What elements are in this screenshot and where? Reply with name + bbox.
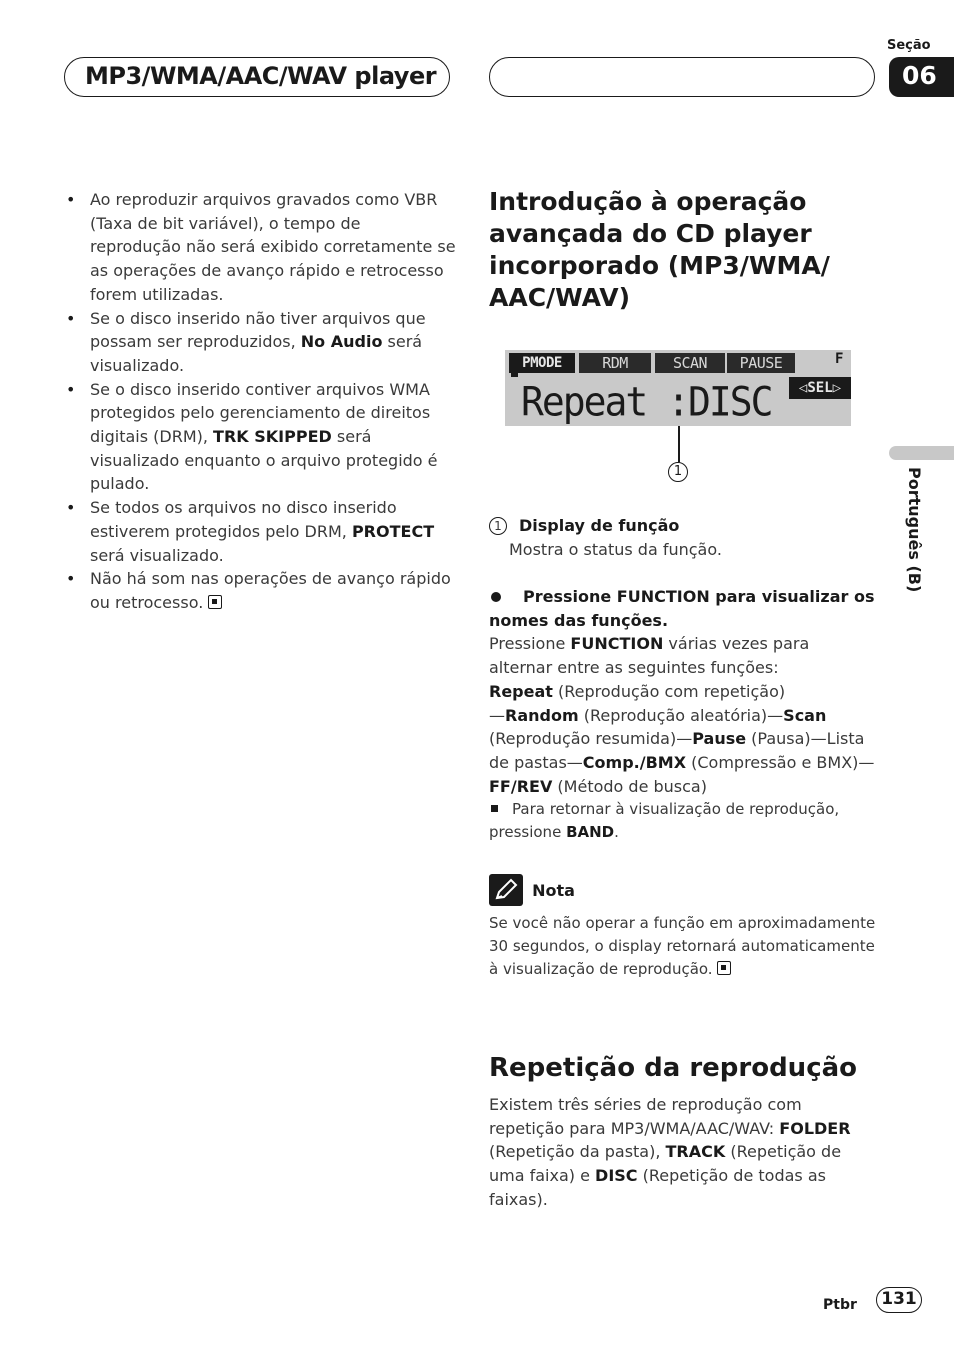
bullet-icon: • xyxy=(66,569,76,589)
end-mark-icon xyxy=(208,595,222,609)
callout-desc: Mostra o status da função. xyxy=(509,539,722,559)
lcd-indicator-icon xyxy=(511,370,518,377)
step-paragraph: Pressione FUNCTION várias vezes para alternar entre as seguintes funções: xyxy=(489,634,810,678)
section-number: 06 xyxy=(902,61,937,90)
repeat-paragraph: Existem três séries de reprodução com repetição para MP3/WMA/AAC/WAV: FOLDER (Repetição da pasta), TRACK (Repetição de uma faixa) e DISC (Repetição de todas as faixas). xyxy=(489,1095,851,1209)
nota-title: Nota xyxy=(532,880,575,900)
header-title: MP3/WMA/AAC/WAV player xyxy=(85,62,437,90)
lcd-scan: SCAN xyxy=(655,353,725,373)
lcd-main-text: Repeat :DISC xyxy=(521,378,772,426)
end-mark-icon xyxy=(717,961,731,975)
callout-label: Display de função xyxy=(519,516,680,535)
lcd-rdm: RDM xyxy=(579,353,651,373)
function-list: Repeat (Reprodução com repetição) —Random (Reprodução aleatória)—Scan (Reprodução resumida)—Pause (Pausa)—Lista de pastas—Comp./BMX (Compressão e BMX)—FF/REV (Método de busca) xyxy=(489,681,875,796)
step-heading: Pressione FUNCTION para visualizar os nomes das funções. xyxy=(489,587,875,630)
bullet-list xyxy=(64,188,456,615)
nota-header xyxy=(489,874,879,906)
bullet-icon: • xyxy=(66,379,76,399)
nota-text: Se você não operar a função em aproximadamente 30 segundos, o display retornará automaticamente à visualização de reprodução. xyxy=(489,914,876,978)
bullet-icon: • xyxy=(66,190,76,209)
page-number: 131 xyxy=(876,1287,922,1313)
square-bullet-icon xyxy=(491,805,498,812)
lcd-display xyxy=(505,350,851,426)
bullet-icon: • xyxy=(66,498,76,518)
callout-number-icon: 1 xyxy=(489,517,507,535)
step-bullet-icon xyxy=(491,592,501,602)
lcd-pause: PAUSE xyxy=(727,353,795,373)
language-tab xyxy=(889,446,954,460)
lcd-flag: F xyxy=(835,351,844,367)
left-column xyxy=(64,188,456,615)
language-label: Português (B) xyxy=(905,467,924,593)
step-note: Para retornar à visualização de reprodução, pressione BAND. xyxy=(489,800,840,842)
section-number-badge xyxy=(889,57,954,97)
list-item: • Se todos os arquivos no disco inserido estiverem protegidos pelo DRM, PROTECT será visualizado. xyxy=(66,498,435,565)
pencil-icon xyxy=(489,874,523,906)
lcd-pmode: PMODE xyxy=(509,353,575,373)
header-title-pill xyxy=(64,57,450,97)
list-item: • Ao reproduzir arquivos gravados como VBR (Taxa de bit variável), o tempo de reprodução não será exibido corretamente se as operações de avanço rápido e retrocesso forem utilizadas. xyxy=(66,190,456,304)
bullet-icon: • xyxy=(66,308,76,328)
intro-heading: Introdução à operação avançada do CD player incorporado (MP3/WMA/ AAC/WAV) xyxy=(489,187,830,312)
lcd-sel: ◁SEL▷ xyxy=(789,377,851,399)
callout-description xyxy=(489,514,879,561)
footer-language: Ptbr xyxy=(823,1297,857,1313)
callout-number: 1 xyxy=(668,462,688,482)
list-item: • Se o disco inserido não tiver arquivos que possam ser reproduzidos, No Audio será visualizado. xyxy=(66,308,426,375)
repeat-heading: Repetição da reprodução xyxy=(489,1053,858,1083)
list-item: • Se o disco inserido contiver arquivos WMA protegidos pelo gerenciamento de direitos digitais (DRM), TRK SKIPPED será visualizado enquanto o arquivo protegido é pulado. xyxy=(66,379,438,494)
list-item: • Não há som nas operações de avanço rápido ou retrocesso. xyxy=(66,569,451,612)
section-label: Seção xyxy=(887,38,931,53)
step-block xyxy=(489,585,877,844)
header-blank-pill xyxy=(489,57,875,97)
callout-line xyxy=(678,426,680,462)
